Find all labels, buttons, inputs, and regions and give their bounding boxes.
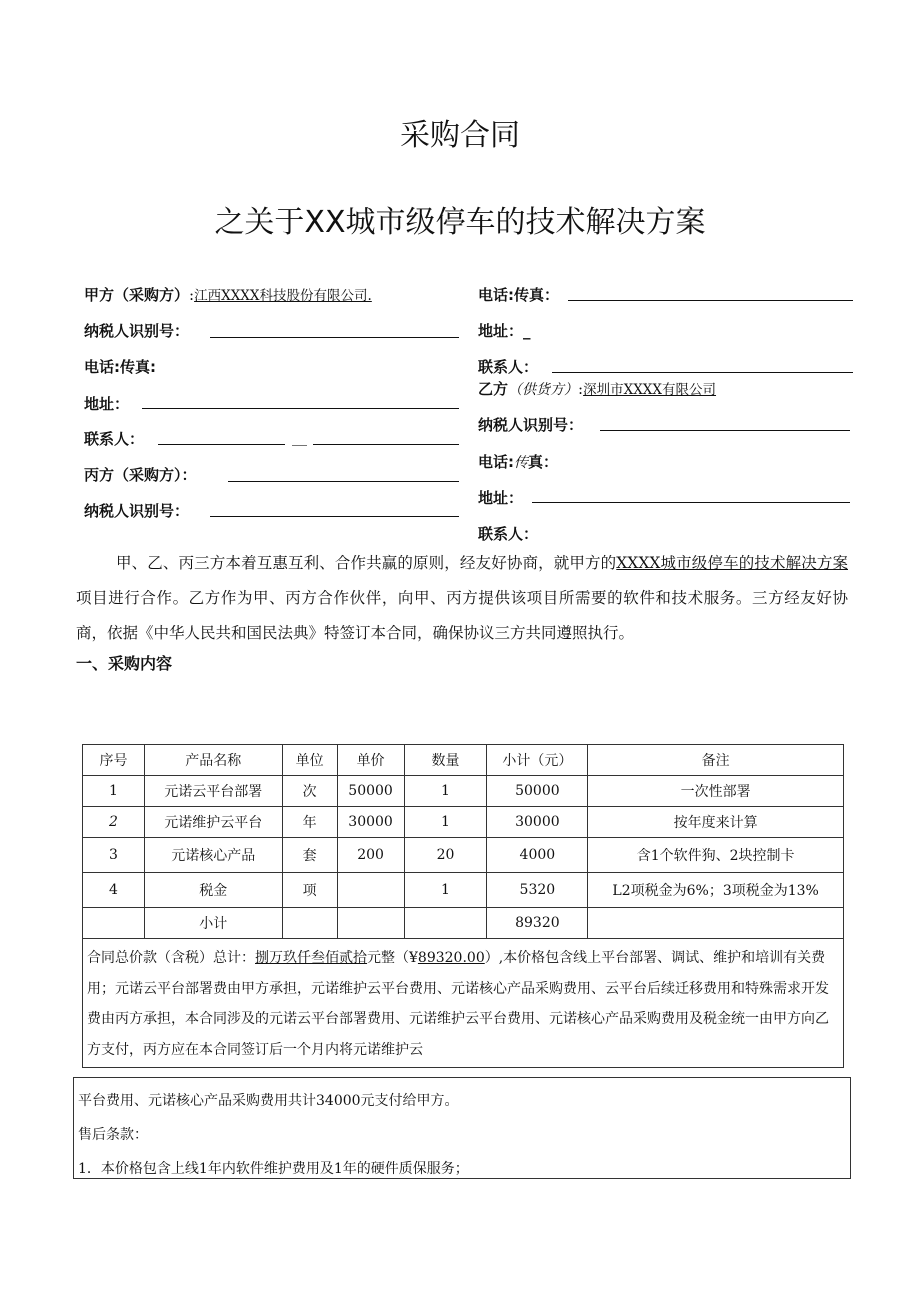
intro-paragraph: 甲、乙、丙三方本着互惠互利、合作共赢的原则，经友好协商，就甲方的XXXX城市级停车的技术解决方案项目进行合作。乙方作为甲、丙方合作伙伴，向甲、丙方提供该项目所需要的软件和技术服务。三方经友好协商，依据《中华人民共和国民法典》特签订本合同，确保协议三方共同遵照执行。 (76, 554, 848, 642)
table-row: 1 元诺云平台部署 次 50000 1 50000 一次性部署 (83, 776, 844, 807)
party-a-line: 甲方（采购方）:江西XXXX科技股份有限公司. (84, 286, 372, 304)
amount-in-words: 捌万玖仟叁佰贰拾 (255, 950, 367, 966)
document-title: 采购合同 (400, 118, 520, 153)
table-header (83, 745, 844, 776)
party-a-address: 地址： (84, 395, 130, 413)
party-a-contact-blank-2 (313, 444, 459, 445)
header-cell: 产品名称 (144, 745, 282, 776)
party-a-contact: 联系人： (84, 430, 145, 448)
amount-in-numbers: 89320.00 (417, 950, 485, 966)
party-c-line: 丙方（采购方）： (84, 466, 197, 484)
table-row: 2 元诺维护云平台 年 30000 1 30000 按年度来计算 (83, 807, 844, 838)
continuation-box (73, 1077, 851, 1179)
project-name: XXXX城市级停车的技术解决方案 (616, 554, 848, 572)
party-b-address-blank (532, 502, 850, 503)
header-cell: 序号 (83, 745, 145, 776)
party-b-address: 地址： (478, 489, 524, 507)
party-b-contact: 联系人： (478, 525, 539, 543)
header-cell: 备注 (588, 745, 844, 776)
header-cell: 数量 (404, 745, 487, 776)
party-b-label: 乙方 (478, 380, 509, 398)
party-b-tax-blank (600, 430, 850, 431)
party-b-line: 乙方（供货方）:深圳市XXXX有限公司 (478, 380, 717, 398)
party-a-name: 江西XXXX科技股份有限公司. (194, 288, 372, 304)
right-contact: 联系人： (478, 358, 539, 376)
header-cell: 单价 (337, 745, 404, 776)
party-a-contact-blank-1 (158, 444, 285, 445)
table-row: 3 元诺核心产品 套 200 20 4000 含1个软件狗、2块控制卡 (83, 838, 844, 873)
party-c-tax: 纳税人识别号： (84, 502, 190, 520)
right-address: 地址：_ (478, 322, 531, 340)
table-note-row (83, 939, 844, 1068)
party-b-tax: 纳税人识别号： (478, 416, 584, 434)
section-heading: 一、采购内容 (76, 654, 173, 673)
table-row: 4 税金 项 1 5320 L2项税金为6%；3项税金为13% (83, 873, 844, 908)
party-b-name: 深圳市XXXX有限公司 (583, 382, 717, 398)
right-phone: 电话:传真： (478, 286, 559, 304)
table-row-subtotal: 小计 89320 (83, 908, 844, 939)
party-c-tax-blank (210, 516, 459, 517)
party-a-tax-blank (210, 337, 459, 338)
payment-line: 平台费用、元诺核心产品采购费用共计34000元支付给甲方。 (78, 1093, 459, 1109)
party-a-contact-mid: __ (292, 428, 307, 446)
party-b-phone: 电话:传真： (478, 453, 559, 471)
right-phone-blank (568, 300, 853, 301)
header-cell: 小计（元） (487, 745, 588, 776)
party-a-label: 甲方（采购方） (84, 286, 190, 304)
document-subtitle: 之关于XX城市级停车的技术解决方案 (214, 205, 706, 240)
right-contact-blank (552, 372, 853, 373)
after-sales-item-1: 1．本价格包含上线1年内软件维护费用及1年的硬件质保服务； (78, 1161, 469, 1177)
purchase-table (82, 744, 844, 1068)
contract-total-note: 合同总价款（含税）总计：捌万玖仟叁佰贰拾元整（¥89320.00）,本价格包含线上平台部署、调试、维护和培训有关费用；元诺云平台部署费由甲方承担，元诺维护云平台费用、元诺核心产品采购费用、云平台后续迁移费用和特殊需求开发费由丙方承担，本合同涉及的元诺云平台部署费用、元诺维护云平台费用、元诺核心产品采购费用及税金统一由甲方向乙方支付，丙方应在本合同签订后一个月内将元诺维护云 (83, 939, 844, 1068)
after-sales-heading: 售后条款： (78, 1127, 148, 1143)
party-a-address-blank (142, 408, 459, 409)
header-cell: 单位 (282, 745, 337, 776)
party-c-blank (228, 481, 459, 482)
party-a-tax: 纳税人识别号： (84, 322, 190, 340)
party-a-phone: 电话:传真: (84, 358, 156, 376)
